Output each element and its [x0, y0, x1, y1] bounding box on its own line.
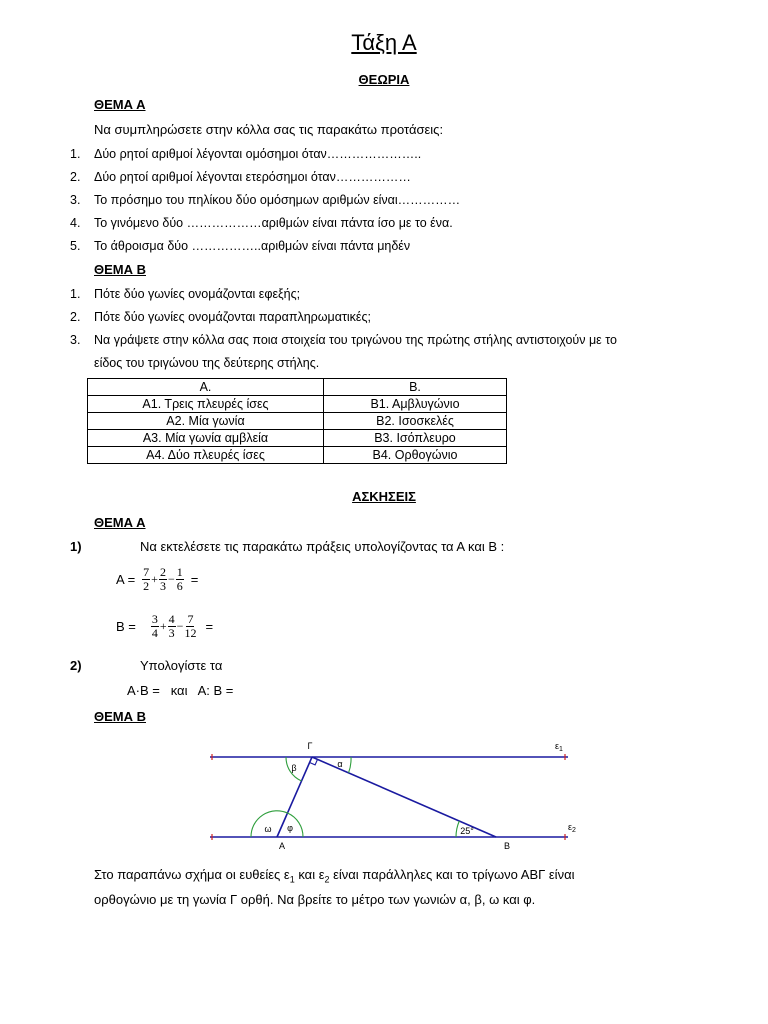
exercises-thema-b-label: ΘΕΜΑ Β: [94, 709, 146, 724]
list-item-number: 2.: [70, 170, 81, 184]
equation-a-lhs: Α =: [116, 572, 136, 587]
table-cell: Α2. Μία γωνία: [88, 413, 324, 430]
line-label-e2: $\varepsilon_2$: [568, 822, 576, 834]
list-item-number: 1.: [70, 287, 81, 301]
vertex-label-b: Β: [503, 841, 511, 851]
table-cell: Β2. Ισοσκελές: [324, 413, 507, 430]
table-header-cell: Β.: [324, 379, 507, 396]
equation-a: Α = $\frac{7}{2}$ + $\frac{2}{3}$ − $\frac{1}{6}$ =: [116, 565, 199, 593]
table-header-cell: Α.: [88, 379, 324, 396]
fraction: $\frac{7}{2}$: [143, 565, 150, 593]
theory-thema-a-label: ΘΕΜΑ Α: [94, 97, 146, 112]
table-row: [88, 396, 507, 413]
fraction: $\frac{4}{3}$: [168, 612, 175, 640]
list-item-number: 4.: [70, 216, 81, 230]
fraction: $\frac{7}{12}$: [184, 612, 197, 640]
exercise-1-text: Να εκτελέσετε τις παρακάτω πράξεις υπολογίζοντας τα Α και Β :: [140, 539, 505, 554]
table-row: [88, 413, 507, 430]
table-cell: Β3. Ισόπλευρο: [324, 430, 507, 447]
theory-thema-a-intro: Να συμπληρώσετε στην κόλλα σας τις παρακάτω προτάσεις:: [94, 122, 444, 137]
list-item-number: 3.: [70, 193, 81, 207]
theory-heading: ΘΕΩΡΙΑ: [358, 72, 410, 87]
list-item: Να γράψετε στην κόλλα σας ποια στοιχεία του τριγώνου της πρώτης στήλης αντιστοιχούν με το: [94, 333, 617, 347]
fraction: $\frac{2}{3}$: [159, 565, 166, 593]
table-header-row: [88, 379, 507, 396]
list-item-number: 2.: [70, 310, 81, 324]
exercise-2-expression: Α·Β = και Α: Β =: [127, 683, 234, 698]
table-cell: Β1. Αμβλυγώνιο: [324, 396, 507, 413]
line-label-e1: $\varepsilon_1$: [555, 741, 563, 753]
table-cell: Α4. Δύο πλευρές ίσες: [88, 447, 324, 464]
equation-b-lhs: Β =: [116, 619, 136, 634]
list-item-number: 1.: [70, 147, 81, 161]
exercises-thema-a-label: ΘΕΜΑ Α: [94, 515, 146, 530]
list-item: Δύο ρητοί αριθμοί λέγονται ετερόσημοι όταν………………: [94, 170, 411, 184]
exercise-2-text: Υπολογίστε τα: [140, 658, 223, 673]
angle-label-alpha: α: [337, 759, 343, 769]
list-item-continuation: είδος του τριγώνου της δεύτερης στήλης.: [94, 356, 320, 370]
triangle-side-gb: [312, 757, 496, 837]
list-item: Πότε δύο γωνίες ονομάζονται παραπληρωματικές;: [94, 310, 371, 324]
list-item: Δύο ρητοί αριθμοί λέγονται ομόσημοι όταν…………………..: [94, 147, 422, 161]
list-item-number: 3.: [70, 333, 81, 347]
vertex-label-a: Α: [278, 841, 286, 851]
table-cell: Α1. Τρεις πλευρές ίσες: [88, 396, 324, 413]
angle-label-phi: φ: [287, 823, 293, 833]
angle-label-25: 25°: [460, 826, 474, 836]
table-cell: Β4. Ορθογώνιο: [324, 447, 507, 464]
problem-text-line-2: ορθογώνιο με τη γωνία Γ ορθή. Να βρείτε το μέτρο των γωνιών α, β, ω και φ.: [94, 892, 536, 907]
exercise-2-number: 2): [70, 658, 82, 673]
equation-b: Β = $\frac{3}{4}$ + $\frac{4}{3}$ − $\frac{7}{12}$ =: [116, 612, 214, 640]
list-item: Το άθροισμα δύο ……………..αριθμών είναι πάντα μηδέν: [94, 239, 411, 253]
list-item: Το πρόσημο του πηλίκου δύο ομόσημων αριθμών είναι……………: [94, 193, 461, 207]
problem-text-line-1: Στο παραπάνω σχήμα οι ευθείες $\varepsilon_1$ και $\varepsilon_2$ είναι παράλληλες και το τρίγωνο ΑΒΓ είναι: [94, 867, 575, 885]
angle-label-beta: β: [291, 763, 297, 773]
page-title: Τάξη Α: [351, 30, 417, 55]
angle-arc-25: [456, 821, 459, 837]
list-item: Το γινόμενο δύο ………………αριθμών είναι πάντα ίσο με το ένα.: [94, 216, 453, 230]
geometry-figure: [200, 736, 590, 852]
list-item-number: 5.: [70, 239, 81, 253]
list-item: Πότε δύο γωνίες ονομάζονται εφεξής;: [94, 287, 301, 301]
exercises-heading: ΑΣΚΗΣΕΙΣ: [352, 489, 416, 504]
vertex-label-gamma: Γ: [307, 741, 313, 751]
table-row: [88, 447, 507, 464]
matching-table: [87, 378, 507, 464]
table-cell: Α3. Μία γωνία αμβλεία: [88, 430, 324, 447]
angle-label-omega: ω: [264, 824, 272, 834]
exercise-1-number: 1): [70, 539, 82, 554]
fraction: $\frac{1}{6}$: [176, 565, 183, 593]
table-row: [88, 430, 507, 447]
theory-thema-b-label: ΘΕΜΑ Β: [94, 262, 146, 277]
fraction: $\frac{3}{4}$: [151, 612, 158, 640]
angle-arc-alpha: [349, 757, 351, 773]
